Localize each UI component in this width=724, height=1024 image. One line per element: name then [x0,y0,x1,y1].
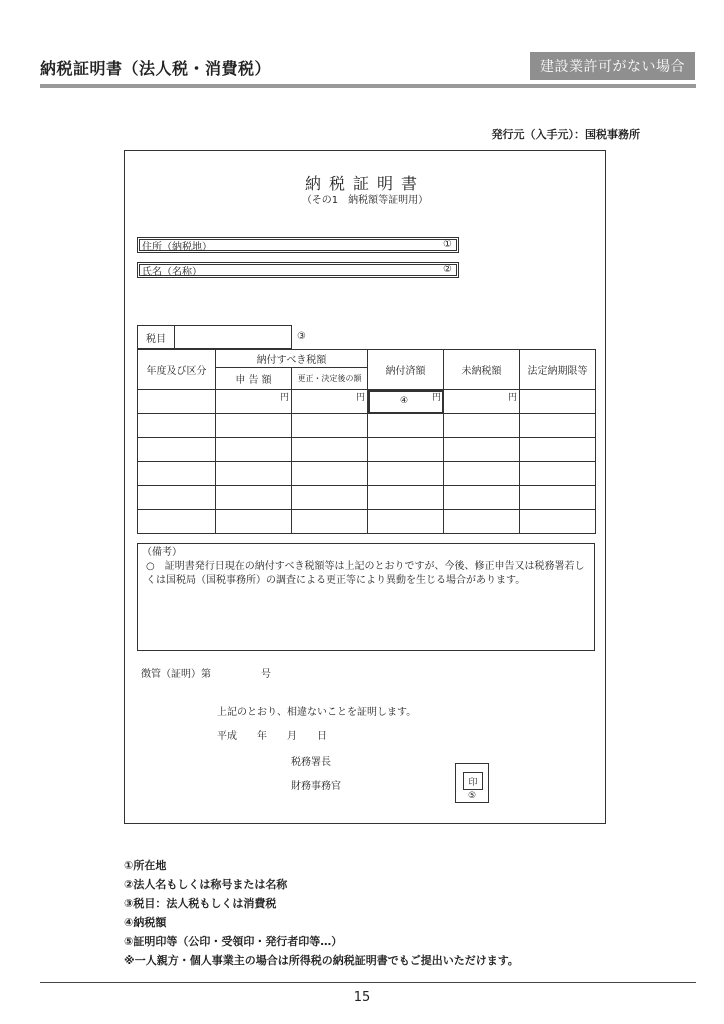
address-field [137,237,459,253]
tax-type-number: ③ [297,331,306,342]
list-item: ①所在地 [124,859,167,872]
page-number: 15 [353,990,371,1005]
notes-list [124,856,519,970]
certification-statement: 上記のとおり、相違ないことを証明します。 [217,707,417,718]
remarks-title: （備考） [142,547,182,558]
header-declared: 申 告 額 [216,368,292,390]
address-number: ① [443,239,452,250]
table-row [138,486,596,510]
tax-type-box [137,325,292,349]
table-row [138,462,596,486]
name-number: ② [443,264,452,275]
remarks-box [137,543,595,651]
list-item: ④納税額 [124,916,167,929]
yen-unit: 円 [431,393,441,403]
cert-number-label: 徴管（証明）第 [141,669,211,680]
header-year: 年度及び区分 [138,350,216,390]
header-corrected: 更正・決定後の額 [292,368,368,390]
form-title: 納税証明書 [304,174,425,193]
paid-amount-cell [368,390,444,414]
seal-box [455,763,489,803]
header-paid: 納付済額 [368,350,444,390]
header-due-group: 納付すべき税額 [216,350,368,368]
page-title: 納税証明書（法人税・消費税） [40,59,272,78]
table-row [138,390,596,414]
yen-unit: 円 [292,390,368,414]
form-subtitle: （その1 納税額等証明用） [301,195,429,206]
header-unpaid: 未納税額 [444,350,520,390]
issue-date: 平成 年 月 日 [217,731,327,742]
list-item: ②法人名もしくは称号または名称 [124,878,288,891]
tax-table [137,349,596,534]
header-rule [40,84,696,88]
issuer-label: 発行元（入手元）：国税事務所 [491,128,640,141]
table-row [138,414,596,438]
address-label: 住所（納税地） [142,241,212,253]
seal-icon: 印 [463,772,483,790]
yen-unit: 円 [444,390,520,414]
table-row [138,438,596,462]
list-item: ⑤証明印等（公印・受領印・発行者印等…） [124,935,343,948]
certificate-form [124,150,606,824]
table-row [138,510,596,534]
seal-number: ⑤ [467,791,477,801]
footer-rule [40,982,696,983]
tax-type-label: 税目 [138,326,175,348]
header-deadline: 法定納期限等 [520,350,596,390]
name-field [137,262,459,278]
remarks-text: ○ 証明書発行日現在の納付すべき税額等は上記のとおりですが、今後、修正申告又は税務署若しくは国税局（国税事務所）の調査による更正等により異動を生じる場合があります。 [146,561,585,586]
officer-title-2: 財務事務官 [291,781,341,792]
category-badge: 建設業許可がない場合 [530,52,695,80]
name-label: 氏名（名称） [142,266,202,278]
list-item: ③税目：法人税もしくは消費税 [124,897,277,910]
paid-number: ④ [400,396,409,406]
yen-unit: 円 [216,390,292,414]
list-item: ※一人親方・個人事業主の場合は所得税の納税証明書でもご提出いただけます。 [124,954,519,967]
cert-number-suffix: 号 [261,669,271,680]
officer-title-1: 税務署長 [291,757,331,768]
